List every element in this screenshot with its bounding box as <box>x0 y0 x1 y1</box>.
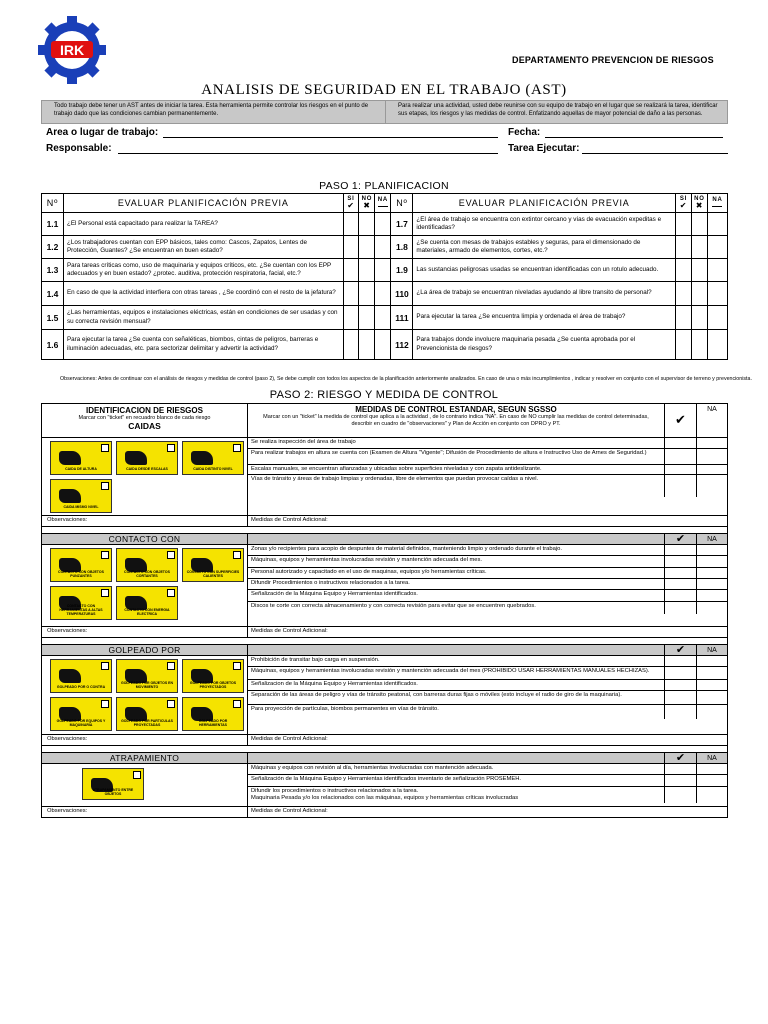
hazard-pictogram-icon <box>125 451 147 465</box>
si-checkbox[interactable] <box>675 330 691 360</box>
hazard-pictogram-icon <box>59 669 81 683</box>
no-checkbox[interactable] <box>691 282 707 306</box>
si-checkbox[interactable] <box>343 330 359 360</box>
hazard-icon[interactable] <box>116 697 178 731</box>
si-checkbox[interactable] <box>675 259 691 282</box>
area-label: Area o lugar de trabajo: <box>46 127 159 138</box>
hazard-checkbox[interactable] <box>167 444 175 452</box>
no-checkbox[interactable] <box>359 259 375 282</box>
planning-row <box>42 282 728 306</box>
hazard-caption: GOLPEADO POR OBJETOS EN MOVIMIENTO <box>120 681 174 690</box>
si-checkbox[interactable] <box>675 282 691 306</box>
check-icon: ✔ <box>347 201 355 210</box>
no-checkbox[interactable] <box>359 282 375 306</box>
col-num-right: Nº <box>391 194 413 213</box>
no-checkbox[interactable] <box>359 213 375 236</box>
na-label: NA <box>707 755 717 762</box>
hazard-checkbox[interactable] <box>233 444 241 452</box>
hazard-checkbox[interactable] <box>167 589 175 597</box>
na-checkbox[interactable] <box>697 602 727 614</box>
na-checkbox[interactable] <box>697 590 727 601</box>
na-checkbox[interactable] <box>707 330 727 360</box>
risk-icons <box>42 764 248 806</box>
section-header <box>42 645 727 656</box>
na-checkbox[interactable] <box>697 656 727 666</box>
risk-icons <box>42 656 248 734</box>
planning-table <box>41 193 728 360</box>
hazard-checkbox[interactable] <box>233 551 241 559</box>
si-checkbox[interactable] <box>343 259 359 282</box>
item-number: 1.8 <box>391 236 413 259</box>
na-checkbox[interactable] <box>697 787 727 803</box>
item-question: ¿El Personal está capacitado para realizar la TAREA? <box>63 213 343 236</box>
control-row <box>248 475 727 497</box>
hazard-icon[interactable] <box>50 586 112 620</box>
medidas-adicional-field[interactable]: Medidas de Control Adicional: <box>251 517 328 523</box>
na-checkbox[interactable] <box>697 705 727 719</box>
col-na-right: NA <box>707 194 727 213</box>
item-number: 112 <box>391 330 413 360</box>
na-checkbox[interactable] <box>375 236 391 259</box>
section-spacer <box>42 637 727 644</box>
na-checkbox[interactable] <box>697 568 727 578</box>
col-si-right: SI ✔ <box>675 194 691 213</box>
hazard-caption: CAIDA MISMO NIVEL <box>63 505 99 510</box>
observations-row <box>42 806 727 817</box>
planning-row <box>42 213 728 236</box>
hazard-caption: ATRAPAMIENTO ENTRE OBJETOS <box>92 788 134 797</box>
hazard-checkbox[interactable] <box>101 589 109 597</box>
paso1-title: PASO 1: PLANIFICACION <box>319 180 449 192</box>
hazard-icon[interactable] <box>116 441 178 475</box>
na-label: NA <box>707 647 717 654</box>
control-measure: Escalas manuales, se encuentran afianzadas y ubicadas sobre superficies niveladas y con zapata antideslizante. <box>248 465 665 474</box>
item-question: Para ejecutar la tarea ¿Se cuenta con señaléticas, biombos, cintas de peligros, barreras e iluminación adecuadas, etc. para sectorizar delimitar y advertir la actividad? <box>63 330 343 360</box>
control-row <box>248 556 727 568</box>
risk-section <box>41 534 728 645</box>
apply-checkbox[interactable] <box>665 691 697 704</box>
medidas-adicional-field[interactable]: Medidas de Control Adicional: <box>251 628 328 634</box>
planning-row <box>42 259 728 282</box>
control-row <box>248 764 727 775</box>
section-title: GOLPEADO POR <box>42 645 248 655</box>
item-number: 1.7 <box>391 213 413 236</box>
si-checkbox[interactable] <box>675 213 691 236</box>
check-icon: ✔ <box>679 201 688 210</box>
no-checkbox[interactable] <box>691 236 707 259</box>
section-title: ATRAPAMIENTO <box>42 753 248 763</box>
no-checkbox[interactable] <box>691 213 707 236</box>
na-checkbox[interactable] <box>707 213 727 236</box>
observations-row <box>42 734 727 745</box>
check-icon: ✔ <box>665 645 697 655</box>
col-na: NA <box>707 406 717 413</box>
paso2-title: PASO 2: RIESGO Y MEDIDA DE CONTROL <box>269 389 499 401</box>
planning-row <box>42 330 728 360</box>
company-logo <box>36 14 108 86</box>
cross-icon: ✖ <box>363 201 371 210</box>
control-measure: Personal autorizado y capacitado en el uso de maquinas, equipos y/o herramientas críticas. <box>248 568 665 578</box>
section-header <box>42 534 727 545</box>
col-medidas: MEDIDAS DE CONTROL ESTANDAR, SEGUN SGSSO Marcar con un "ticket" la medida de control que aplica a la actividad , de lo contrario indica "NA". En caso de NO cumplir las medidas de control determinadas, describir en cuadro de "observaciones" y Plan de Acción en conjunto con DPRO y PT. <box>248 404 665 437</box>
hazard-icon[interactable] <box>50 479 112 513</box>
hazard-pictogram-icon <box>191 451 213 465</box>
paso1-observaciones: Observaciones: Antes de continuar con el análisis de riesgos y medidas de control (paso 2), Se debe cumplir con todos los aspectos de la planificación anteriormente analizados. En caso de una o más incumplimientos , indicar y resolver en conjunto con el supervisor de terreno y prevencionista. <box>60 376 752 382</box>
area-field[interactable] <box>163 137 498 138</box>
apply-checkbox[interactable] <box>665 449 697 464</box>
na-checkbox[interactable] <box>697 667 727 679</box>
hazard-icon[interactable] <box>50 548 112 582</box>
apply-checkbox[interactable] <box>665 465 697 474</box>
control-measure: Para realizar trabajos en altura se cuenta con (Examen de Altura "Vigente"; Difusión de Procedimiento de altura e Instructivo Uso de Arnes de Seguridad.) <box>248 449 665 464</box>
na-checkbox[interactable] <box>697 556 727 567</box>
na-checkbox[interactable] <box>375 330 391 360</box>
hazard-checkbox[interactable] <box>167 700 175 708</box>
apply-checkbox[interactable] <box>665 590 697 601</box>
control-measure: Separación de las áreas de peligro y vías de tránsito peatonal, con barreras duras fijas o móviles (esto incluye el radio de giro de la maquinaria). <box>248 691 665 704</box>
no-checkbox[interactable] <box>359 236 375 259</box>
control-row <box>248 579 727 590</box>
apply-checkbox[interactable] <box>665 764 697 774</box>
col-eval-right: EVALUAR PLANIFICACIÓN PREVIA <box>413 194 676 213</box>
na-checkbox[interactable] <box>697 775 727 786</box>
col-na: NA <box>375 194 391 213</box>
observaciones-field[interactable]: Observaciones: <box>42 807 248 817</box>
control-measure: Máquinas y equipos con revisión al día, herramientas involucradas con mantención adecuada. <box>248 764 665 774</box>
item-question: Para trabajos donde involucre maquinaria pesada ¿Se cuenta aprobada por el Prevencionista de riesgos? <box>413 330 676 360</box>
control-row <box>248 449 727 465</box>
control-row <box>248 590 727 602</box>
hazard-checkbox[interactable] <box>101 482 109 490</box>
item-number: 1.2 <box>42 236 64 259</box>
control-row <box>248 568 727 579</box>
na-checkbox[interactable] <box>697 438 727 448</box>
item-number: 1.4 <box>42 282 64 306</box>
hazard-caption: GOLPEADO POR PARTICULAS PROYECTADAS <box>121 719 173 728</box>
col-si: SI ✔ <box>343 194 359 213</box>
control-row <box>248 465 727 475</box>
control-measure: Difundir los procedimientos o instructivos relacionados a la tarea. Maquinaria Pesada y/o los relacionados con las máquinas, equipos y herramientas críticas involucradas <box>248 787 665 803</box>
na-checkbox[interactable] <box>707 236 727 259</box>
fecha-label: Fecha: <box>508 127 541 138</box>
na-checkbox[interactable] <box>697 579 727 589</box>
check-icon: ✔ <box>665 753 697 763</box>
apply-checkbox[interactable] <box>665 667 697 679</box>
col-num: Nº <box>42 194 64 213</box>
section-title: CONTACTO CON <box>42 534 248 544</box>
planning-row <box>42 306 728 330</box>
no-checkbox[interactable] <box>691 259 707 282</box>
apply-checkbox[interactable] <box>665 656 697 666</box>
item-number: 111 <box>391 306 413 330</box>
section-spacer <box>42 526 727 533</box>
item-question: Para tareas críticas como, uso de maquinaria y equipos críticos, etc. ¿Se cuentan con los EPP adecuados y en buen estado? ¿protec. auditiva, protección respiratoria, facial, etc.? <box>63 259 343 282</box>
apply-checkbox[interactable] <box>665 680 697 690</box>
department-name: DEPARTAMENTO PREVENCION DE RIESGOS <box>512 55 714 65</box>
hazard-caption: CONTACTO CON HERRAMIENTAS A ALTAS TEMPERATURAS <box>59 604 103 617</box>
responsable-field[interactable] <box>118 153 498 154</box>
col-no: NO ✖ <box>359 194 375 213</box>
tarea-field[interactable] <box>582 153 728 154</box>
hazard-checkbox[interactable] <box>167 662 175 670</box>
hazard-icon[interactable] <box>182 697 244 731</box>
na-checkbox[interactable] <box>707 259 727 282</box>
item-question: En caso de que la actividad interfiera con otras tareas , ¿Se coordinó con el resto de la jefatura? <box>63 282 343 306</box>
control-row <box>248 787 727 803</box>
hazard-checkbox[interactable] <box>101 700 109 708</box>
risk-section <box>41 753 728 818</box>
risk-icons <box>42 545 248 626</box>
fecha-field[interactable] <box>545 137 723 138</box>
hazard-caption: CAIDA DISTINTO NIVEL <box>193 467 233 472</box>
apply-checkbox[interactable] <box>665 579 697 589</box>
na-checkbox[interactable] <box>707 306 727 330</box>
intro-left-text: Todo trabajo debe tener un AST antes de iniciar la tarea. Esta herramienta permite controlar los riesgos en el punto de trabajo dado que las condiciones cambian permanentemente. <box>42 101 386 123</box>
item-number: 1.3 <box>42 259 64 282</box>
control-row <box>248 438 727 449</box>
apply-checkbox[interactable] <box>665 475 697 497</box>
item-question: Las sustancias peligrosas usadas se encuentran identificadas con un rotulo adecuado. <box>413 259 676 282</box>
control-measure: Difundir Procedimientos o instructivos relacionados a la tarea. <box>248 579 665 589</box>
planning-row <box>42 236 728 259</box>
col-no-right: NO ✖ <box>691 194 707 213</box>
control-row <box>248 775 727 787</box>
control-measure: Señalización de la Máquina Equipo y Herramientas identificados. <box>248 590 665 601</box>
na-label: NA <box>707 536 717 543</box>
hazard-pictogram-icon <box>59 451 81 465</box>
risk-table <box>41 403 728 818</box>
risk-icons <box>42 438 248 515</box>
intro-right-text: Para realizar una actividad, usted debe reunirse con su equipo de trabajo en el lugar que se realizará la tarea, identificar sus etapas, los riesgos y las medidas de control. Enfatizando aquellas de mayor potencial de daño a las personas. <box>398 103 718 118</box>
na-checkbox[interactable] <box>697 680 727 690</box>
hazard-checkbox[interactable] <box>233 700 241 708</box>
intro-box <box>41 100 728 124</box>
hazard-pictogram-icon <box>59 489 81 503</box>
item-number: 1.6 <box>42 330 64 360</box>
control-row <box>248 667 727 680</box>
check-icon: ✔ <box>665 534 697 544</box>
item-number: 1.9 <box>391 259 413 282</box>
hazard-icon[interactable] <box>116 586 178 620</box>
risk-section <box>41 437 728 534</box>
hazard-checkbox[interactable] <box>167 551 175 559</box>
item-number: 1.1 <box>42 213 64 236</box>
item-question: ¿Las herramientas, equipos e instalaciones eléctricas, están en condiciones de ser usadas y con su correcta revisión mensual? <box>63 306 343 330</box>
hazard-caption: GOLPEADO POR HERRAMIENTAS <box>198 719 228 728</box>
observations-row <box>42 626 727 637</box>
si-checkbox[interactable] <box>343 213 359 236</box>
hazard-checkbox[interactable] <box>101 662 109 670</box>
medidas-adicional-field[interactable]: Medidas de Control Adicional: <box>251 736 328 742</box>
apply-checkbox[interactable] <box>665 438 697 448</box>
control-measure: Para proyección de partículas, biombos permanentes en vías de tránsito. <box>248 705 665 719</box>
control-measure: Zonas y/o recipientes para acopio de despuntes de material definidos, manteniendo limpio y ordenado durante el trabajo. <box>248 545 665 555</box>
control-measure: Vías de tránsito y áreas de trabajo limpias y ordenadas, libre de elementos que puedan provocar caídas a nivel. <box>248 475 665 497</box>
control-measure: Se realiza inspección del área de trabajo <box>248 438 665 448</box>
observaciones-field[interactable]: Observaciones: <box>42 735 248 745</box>
logo-text: IRK <box>59 42 85 58</box>
check-icon: ✔ <box>665 404 697 437</box>
medidas-adicional-field[interactable]: Medidas de Control Adicional: <box>251 808 328 814</box>
hazard-icon[interactable] <box>182 441 244 475</box>
hazard-checkbox[interactable] <box>101 551 109 559</box>
apply-checkbox[interactable] <box>665 568 697 578</box>
apply-checkbox[interactable] <box>665 545 697 555</box>
si-checkbox[interactable] <box>343 282 359 306</box>
col-eval: EVALUAR PLANIFICACIÓN PREVIA <box>63 194 343 213</box>
na-checkbox[interactable] <box>697 545 727 555</box>
apply-checkbox[interactable] <box>665 705 697 719</box>
na-checkbox[interactable] <box>697 465 727 474</box>
control-row <box>248 691 727 705</box>
na-checkbox[interactable] <box>697 475 727 497</box>
hazard-caption: GOLPEADO POR OBJETOS PROYECTADOS <box>189 681 237 690</box>
observaciones-field[interactable]: Observaciones: <box>42 516 248 526</box>
hazard-checkbox[interactable] <box>133 771 141 779</box>
no-checkbox[interactable] <box>359 306 375 330</box>
na-checkbox[interactable] <box>697 764 727 774</box>
item-question: ¿El área de trabajo se encuentra con extintor cercano y vías de evacuación expeditas e identificadas? <box>413 213 676 236</box>
item-question: Para ejecutar la tarea ¿Se encuentra limpia y ordenada el área de trabajo? <box>413 306 676 330</box>
hazard-caption: CONTACTO CON OBJETOS PUNZANTES <box>58 570 104 579</box>
no-checkbox[interactable] <box>691 330 707 360</box>
hazard-caption: CONTACTO CON SUPERFICIES CALIENTES <box>186 570 240 579</box>
hazard-caption: CONTACTO CON OBJETOS CORTANTES <box>124 570 170 579</box>
na-checkbox[interactable] <box>375 282 391 306</box>
control-measure: Señalización de la Máquina Equipo y Herramientas identificados inventario de señalización PROSEMEH. <box>248 775 665 786</box>
control-row <box>248 656 727 667</box>
control-row <box>248 545 727 556</box>
cross-icon: ✖ <box>695 201 704 210</box>
section-header <box>42 753 727 764</box>
na-checkbox[interactable] <box>697 449 727 464</box>
item-question: ¿Se cuenta con mesas de trabajos estables y seguras, para el dimensionado de materiales, armado de elementos, cortes, etc.? <box>413 236 676 259</box>
apply-checkbox[interactable] <box>665 775 697 786</box>
hazard-checkbox[interactable] <box>101 444 109 452</box>
hazard-caption: CONTACTO CON ENERGIA ELECTRICA <box>124 608 170 617</box>
na-checkbox[interactable] <box>707 282 727 306</box>
hazard-icon[interactable] <box>50 697 112 731</box>
risk-section <box>41 645 728 753</box>
tarea-label: Tarea Ejecutar: <box>508 143 580 154</box>
control-row <box>248 602 727 614</box>
hazard-icon[interactable] <box>50 659 112 693</box>
hazard-caption: GOLPEADO POR O CONTRA <box>56 685 106 690</box>
apply-checkbox[interactable] <box>665 556 697 567</box>
apply-checkbox[interactable] <box>665 602 697 614</box>
control-row <box>248 705 727 719</box>
observaciones-field[interactable]: Observaciones: <box>42 627 248 637</box>
no-checkbox[interactable] <box>691 306 707 330</box>
hazard-icon[interactable] <box>116 548 178 582</box>
na-checkbox[interactable] <box>375 259 391 282</box>
hazard-caption: CAIDA DE ALTURA <box>65 467 97 472</box>
item-number: 1.5 <box>42 306 64 330</box>
control-measure: Discos te corte con correcta almacenamiento y con correcta revisión para evitar que se encuentren quebrados. <box>248 602 665 614</box>
col-identificacion: IDENTIFICACION DE RIESGOS Marcar con "ticket" en recuadro blanco de cada riesgo CAIDAS <box>42 404 248 437</box>
item-question: ¿Los trabajadores cuentan con EPP básicos, tales como: Cascos, Zapatos, Lentes de Protección, Guantes? ¿Se encuentran en buen estado? <box>63 236 343 259</box>
observations-row <box>42 515 727 526</box>
page-title: ANALISIS DE SEGURIDAD EN EL TRABAJO (AST) <box>201 82 567 98</box>
si-checkbox[interactable] <box>675 236 691 259</box>
si-checkbox[interactable] <box>343 236 359 259</box>
item-number: 110 <box>391 282 413 306</box>
hazard-caption: GOLPEADO POR EQUIPOS Y MAQUINARIA <box>56 719 106 728</box>
hazard-icon[interactable] <box>182 548 244 582</box>
hazard-icon[interactable] <box>82 768 144 800</box>
control-row <box>248 680 727 691</box>
na-checkbox[interactable] <box>697 691 727 704</box>
control-measure: Prohibición de transitar bajo carga en suspensión. <box>248 656 665 666</box>
hazard-icon[interactable] <box>116 659 178 693</box>
item-question: ¿La área de trabajo se encuentran niveladas ayudando al libre transito de personal? <box>413 282 676 306</box>
apply-checkbox[interactable] <box>665 787 697 803</box>
hazard-caption: CAIDA DESDE ESCALAS <box>126 467 168 472</box>
si-checkbox[interactable] <box>343 306 359 330</box>
na-checkbox[interactable] <box>375 213 391 236</box>
na-checkbox[interactable] <box>375 306 391 330</box>
hazard-icon[interactable] <box>182 659 244 693</box>
hazard-icon[interactable] <box>50 441 112 475</box>
section-spacer <box>42 745 727 752</box>
no-checkbox[interactable] <box>359 330 375 360</box>
control-measure: Señalizacion de la Máquina Equipo y Herramientas identificados. <box>248 680 665 690</box>
responsable-label: Responsable: <box>46 143 112 154</box>
control-measure: Máquinas, equipos y herramientas involucradas revisión y mantención adecuada del mes (PROHIBIDO USAR HERRAMIENTAS MANUALES HECHIZAS). <box>248 667 665 679</box>
control-measure: Máquinas, equipos y herramientas involucradas revisión y mantención adecuada del mes. <box>248 556 665 567</box>
hazard-checkbox[interactable] <box>233 662 241 670</box>
si-checkbox[interactable] <box>675 306 691 330</box>
